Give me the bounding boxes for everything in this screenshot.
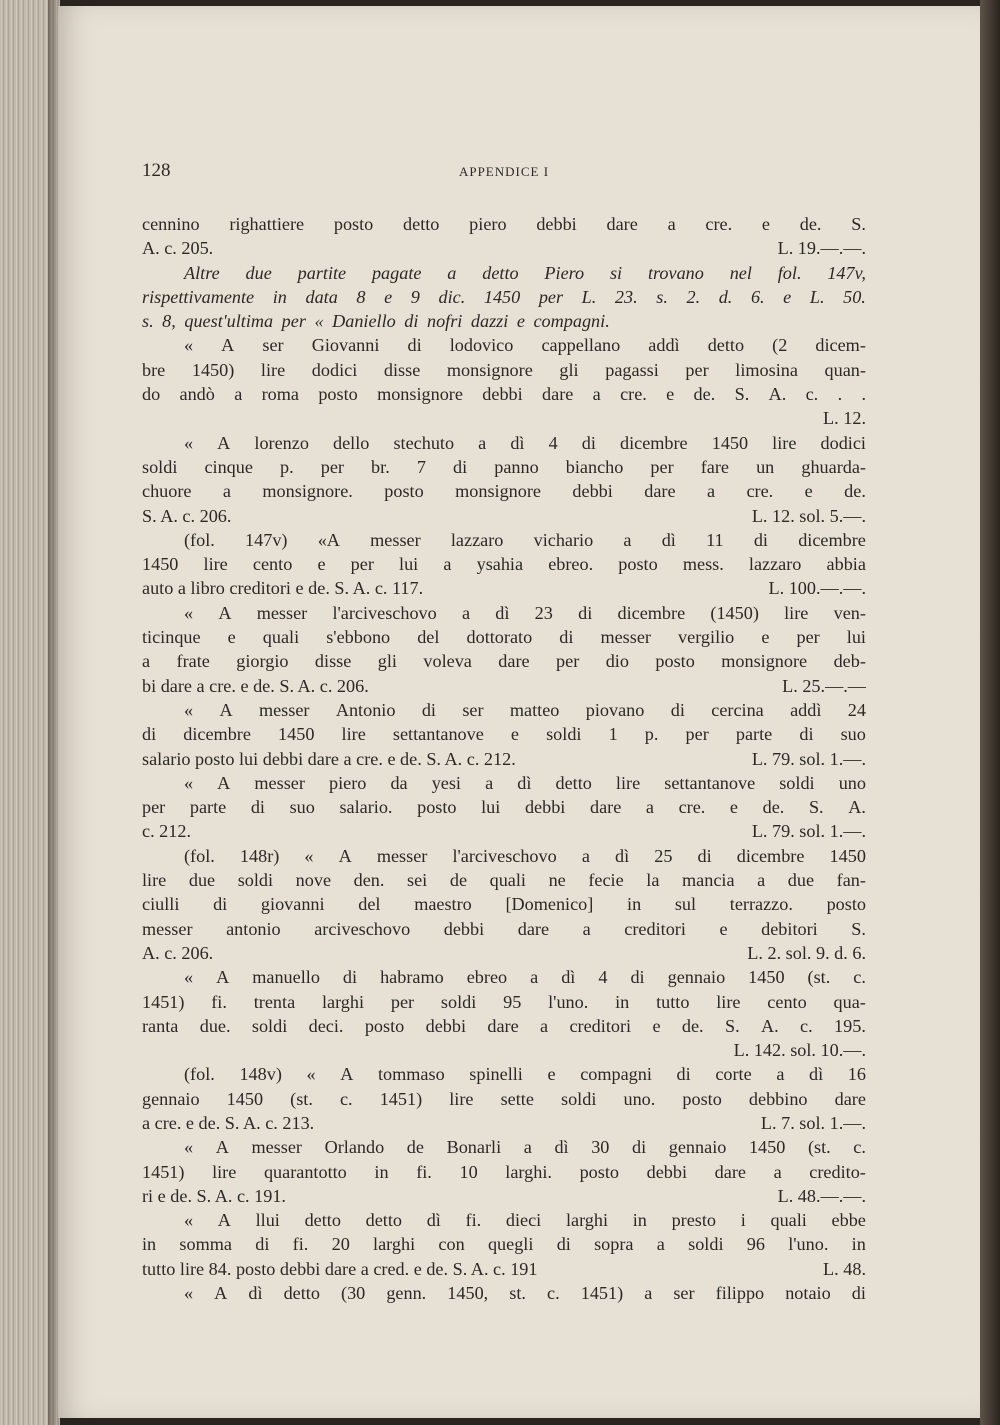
text-line xyxy=(142,1111,866,1135)
line-text: A. c. 206. xyxy=(142,942,214,963)
amount: L. 25.—.— xyxy=(782,675,866,696)
amount: L. 79. sol. 1.—. xyxy=(751,748,866,769)
amount: L. 79. sol. 1.—. xyxy=(751,821,866,842)
text-line xyxy=(142,261,866,285)
text-line xyxy=(142,455,866,479)
text-line xyxy=(142,333,866,357)
text-line xyxy=(142,1160,866,1184)
text-line xyxy=(142,698,866,722)
amount: L. 100.—.—. xyxy=(768,578,866,599)
amount: L. 48.—.—. xyxy=(777,1185,866,1206)
text-line xyxy=(142,479,866,503)
text-line xyxy=(142,285,866,309)
text-line xyxy=(142,747,866,771)
line-text: bi dare a cre. e de. S. A. c. 206. xyxy=(142,675,369,696)
amount: L. 12. sol. 5.—. xyxy=(751,505,866,526)
text-line xyxy=(142,1038,866,1062)
amount: L. 48. xyxy=(823,1258,866,1279)
text-line xyxy=(142,941,866,965)
line-text: S. A. c. 206. xyxy=(142,505,232,526)
amount: L. 12. xyxy=(823,408,866,429)
text-line xyxy=(142,212,866,236)
amount: L. 142. sol. 10.—. xyxy=(733,1040,866,1061)
line-text: « A messer piero da yesi a dì detto lire settantanove soldi uno xyxy=(184,772,866,793)
line-text: « A ser Giovanni di lodovico cappellano addì detto (2 dicem- xyxy=(184,335,866,356)
line-text: (fol. 148v) « A tommaso spinelli e compagni di corte a dì 16 xyxy=(184,1064,866,1085)
line-text: salario posto lui debbi dare a cre. e de. S. A. c. 212. xyxy=(142,748,516,769)
line-text: « A messer Antonio di ser matteo piovano di cercina addì 24 xyxy=(184,699,866,720)
text-line xyxy=(142,965,866,989)
line-text: gennaio 1450 (st. c. 1451) lire sette soldi uno. posto debbino dare xyxy=(142,1088,866,1109)
book-cover-edge xyxy=(980,0,1000,1425)
body-text xyxy=(142,212,866,1305)
text-line xyxy=(142,1087,866,1111)
text-line xyxy=(142,771,866,795)
text-line xyxy=(142,309,866,333)
text-line xyxy=(142,795,866,819)
line-text: « A dì detto (30 genn. 1450, st. c. 1451) a ser filippo notaio di xyxy=(184,1283,866,1304)
line-text: s. 8, quest'ultima per « Daniello di nofri dazzi e compagni. xyxy=(142,311,610,332)
text-line xyxy=(142,674,866,698)
line-text: 1450 lire cento e per lui a ysahia ebreo. posto mess. lazzaro abbia xyxy=(142,554,866,575)
page-header xyxy=(142,160,866,190)
line-text: (fol. 147v) «A messer lazzaro vichario a dì 11 di dicembre xyxy=(184,529,866,550)
line-text: c. 212. xyxy=(142,821,191,842)
amount: L. 19.—.—. xyxy=(777,238,866,259)
text-line xyxy=(142,625,866,649)
line-text: (fol. 148r) « A messer l'arciveschovo a dì 25 di dicembre 1450 xyxy=(184,845,866,866)
line-text: messer antonio arciveschovo debbi dare a creditori e debitori S. xyxy=(142,918,866,939)
amount: L. 2. sol. 9. d. 6. xyxy=(747,942,866,963)
text-line xyxy=(142,1257,866,1281)
line-text: cennino righattiere posto detto piero debbi dare a cre. e de. S. xyxy=(142,214,866,234)
line-text: « A llui detto detto dì fi. dieci larghi in presto i quali ebbe xyxy=(184,1210,866,1231)
line-text: per parte di suo salario. posto lui debbi dare a cre. e de. S. A. xyxy=(142,797,866,818)
line-text: ciulli di giovanni del maestro [Domenico] in sul terrazzo. posto xyxy=(142,894,866,915)
line-text: 1451) lire quarantotto in fi. 10 larghi. posto debbi dare a credito- xyxy=(142,1161,866,1182)
line-text: ticinque e quali s'ebbono del dottorato di messer vergilio e per lui xyxy=(142,627,866,648)
text-line xyxy=(142,528,866,552)
text-line xyxy=(142,868,866,892)
line-text: a cre. e de. S. A. c. 213. xyxy=(142,1112,315,1133)
text-line xyxy=(142,406,866,430)
text-line xyxy=(142,576,866,600)
page-number: 128 xyxy=(142,160,171,181)
running-head: APPENDICE I xyxy=(458,164,550,179)
text-line xyxy=(142,892,866,916)
text-line xyxy=(142,504,866,528)
line-text: lire due soldi nove den. sei de quali ne fecie la mancia a due fan- xyxy=(142,870,866,891)
text-line xyxy=(142,382,866,406)
text-line xyxy=(142,601,866,625)
line-text: in somma di fi. 20 larghi con quegli di sopra a soldi 96 l'uno. in xyxy=(142,1234,866,1255)
line-text: a frate giorgio disse gli voleva dare per dio posto monsignore deb- xyxy=(142,651,866,672)
text-line xyxy=(142,1281,866,1305)
text-line xyxy=(142,722,866,746)
line-text: do andò a roma posto monsignore debbi dare a cre. e de. S. A. c. . . xyxy=(142,384,866,405)
line-text: « A lorenzo dello stechuto a dì 4 di dicembre 1450 lire dodici xyxy=(184,432,866,453)
text-line xyxy=(142,552,866,576)
text-line xyxy=(142,819,866,843)
line-text: « A messer Orlando de Bonarli a dì 30 di gennaio 1450 (st. c. xyxy=(184,1137,866,1158)
line-text: tutto lire 84. posto debbi dare a cred. e de. S. A. c. 191 xyxy=(142,1258,538,1279)
line-text: ri e de. S. A. c. 191. xyxy=(142,1185,286,1206)
text-line xyxy=(142,236,866,260)
text-line xyxy=(142,844,866,868)
amount: L. 7. sol. 1.—. xyxy=(760,1112,866,1133)
text-line xyxy=(142,358,866,382)
text-line xyxy=(142,649,866,673)
line-text: rispettivamente in data 8 e 9 dic. 1450 per L. 23. s. 2. d. 6. e L. 50. xyxy=(142,286,866,307)
line-text: 1451) fi. trenta larghi per soldi 95 l'uno. in tutto lire cento qua- xyxy=(142,991,866,1012)
line-text: « A manuello di habramo ebreo a dì 4 di gennaio 1450 (st. c. xyxy=(184,967,866,988)
line-text: chuore a monsignore. posto monsignore debbi dare a cre. e de. xyxy=(142,481,866,502)
line-text: bre 1450) lire dodici disse monsignore gli pagassi per limosina quan- xyxy=(142,359,866,380)
text-line xyxy=(142,1184,866,1208)
text-line xyxy=(142,1014,866,1038)
text-line xyxy=(142,1135,866,1159)
text-line xyxy=(142,1062,866,1086)
line-text: ranta due. soldi deci. posto debbi dare a creditori e de. S. A. c. 195. xyxy=(142,1015,866,1036)
line-text: auto a libro creditori e de. S. A. c. 117. xyxy=(142,578,424,599)
line-text: soldi cinque p. per br. 7 di panno biancho per fare un ghuarda- xyxy=(142,456,866,477)
text-line xyxy=(142,1208,866,1232)
text-line xyxy=(142,1232,866,1256)
text-line xyxy=(142,917,866,941)
line-text: « A messer l'arciveschovo a dì 23 di dicembre (1450) lire ven- xyxy=(184,602,866,623)
text-line xyxy=(142,431,866,455)
line-text: Altre due partite pagate a detto Piero si trovano nel fol. 147v, xyxy=(184,262,866,283)
line-text: di dicembre 1450 lire settantanove e soldi 1 p. per parte di suo xyxy=(142,724,866,745)
text-line xyxy=(142,990,866,1014)
line-text: A. c. 205. xyxy=(142,238,214,259)
